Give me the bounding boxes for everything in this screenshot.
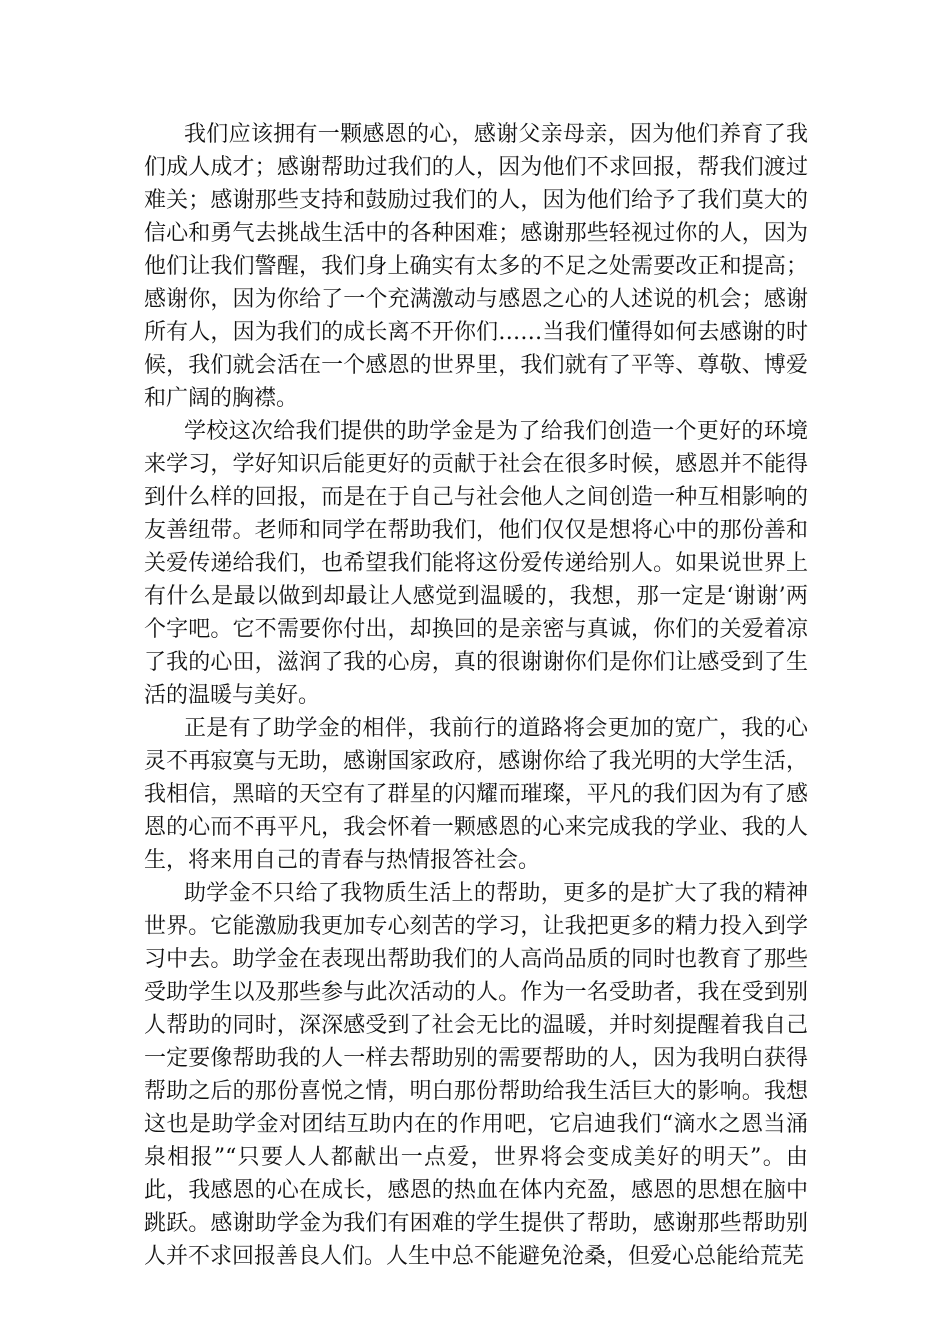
paragraph-scholarship-purpose: 学校这次给我们提供的助学金是为了给我们创造一个更好的环境来学习，学好知识后能更好的贡献于社会在很多时候，感恩并不能得到什么样的回报，而是在于自己与社会他人之间创造一种互相影响的友善纽带。老师和同学在帮助我们，他们仅仅是想将心中的那份善和关爱传递给我们，也希望我们能将这份爱传递给别人。如果说世界上有什么是最以做到却最让人感觉到温暖的，我想，那一定是‘谢谢’两个字吧。它不需要你付出，却换回的是亲密与真诚，你们的关爱着凉了我的心田，滋润了我的心房，真的很谢谢你们是你们让感受到了生活的温暖与美好。 xyxy=(144,419,808,708)
paragraph-gratitude: 我们应该拥有一颗感恩的心，感谢父亲母亲，因为他们养育了我们成人成才；感谢帮助过我们的人，因为他们不求回报，帮我们渡过难关；感谢那些支持和鼓励过我们的人，因为他们给予了我们莫大的信心和勇气去挑战生活中的各种困难；感谢那些轻视过你的人，因为他们让我们警醒，我们身上确实有太多的不足之处需要改正和提高；感谢你，因为你给了一个充满激动与感恩之心的人述说的机会；感谢所有人，因为我们的成长离不开你们……当我们懂得如何去感谢的时候，我们就会活在一个感恩的世界里，我们就有了平等、尊敬、博爱和广阔的胸襟。 xyxy=(144,122,808,411)
paragraph-spiritual-world: 助学金不只给了我物质生活上的帮助，更多的是扩大了我的精神世界。它能激励我更加专心刻苦的学习，让我把更多的精力投入到学习中去。助学金在表现出帮助我们的人高尚品质的同时也教育了那些受助学生以及那些参与此次活动的人。作为一名受助者，我在受到别人帮助的同时，深深感受到了社会无比的温暖，并时刻提醒着我自己一定要像帮助我的人一样去帮助别的需要帮助的人，因为我明白获得帮助之后的那份喜悦之情，明白那份帮助给我生活巨大的影响。我想这也是助学金对团结互助内在的作用吧，它启迪我们“滴水之恩当涌泉相报”“只要人人都献出一点爱，世界将会变成美好的明天”。由此，我感恩的心在成长，感恩的热血在体内充盈，感恩的思想在脑中跳跃。感谢助学金为我们有困难的学生提供了帮助，感谢那些帮助别人并不求回报善良人们。人生中总不能避免沧桑，但爱心总能给荒芜 xyxy=(144,881,808,1269)
paragraph-future: 正是有了助学金的相伴，我前行的道路将会更加的宽广，我的心灵不再寂寞与无助，感谢国家政府，感谢你给了我光明的大学生活，我相信，黑暗的天空有了群星的闪耀而璀璨，平凡的我们因为有了感恩的心而不再平凡，我会怀着一颗感恩的心来完成我的学业、我的人生，将来用自己的青春与热情报答社会。 xyxy=(144,716,808,873)
document-page xyxy=(144,118,808,1273)
